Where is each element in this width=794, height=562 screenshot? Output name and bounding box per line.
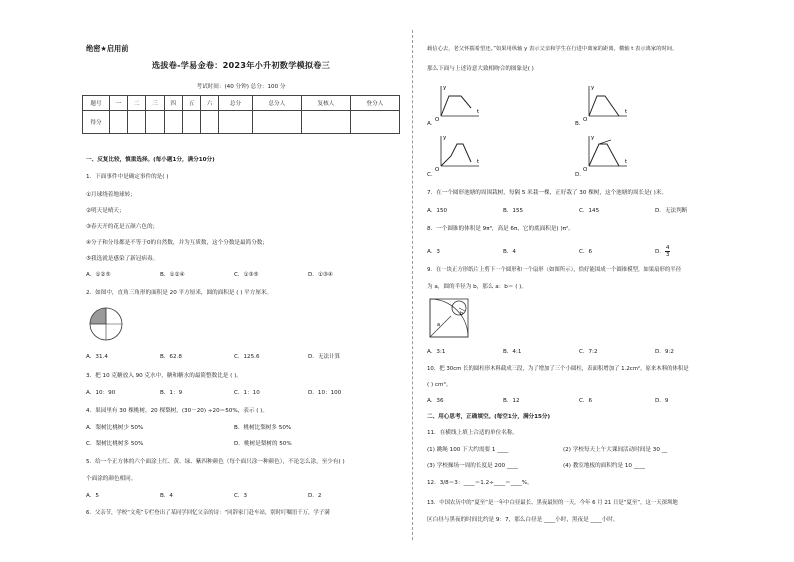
score-cell: 复核人 — [301, 96, 350, 111]
option-b[interactable]: B．62.8 — [160, 354, 182, 360]
question-1-item: ②明天是晴天； — [86, 208, 125, 214]
graph-a-label: A． — [427, 121, 437, 127]
axis-origin-label: O — [583, 167, 588, 172]
score-cell: 五 — [182, 96, 200, 111]
question-2-options — [86, 352, 382, 360]
score-input-cell[interactable] — [110, 111, 128, 134]
question-7: 7．在一个圆形池塘的周围栽树，每隔 5 米栽一棵，正好栽了 30 棵树，这个池塘的周长是( )米。 — [427, 190, 668, 196]
option-c[interactable]: C．3 — [234, 493, 248, 499]
question-11-item: (2) 学校每天上午大课间活动时间是 30 __ — [563, 447, 668, 453]
graph-option-d[interactable] — [575, 132, 635, 174]
square-sector-figure — [429, 298, 469, 338]
option-b[interactable]: B．①②④ — [160, 272, 185, 278]
axis-t-label: t — [625, 109, 628, 115]
question-1-options — [86, 270, 382, 278]
question-9-cont: 为 a，圆的半径为 b，那么 a：b＝ ( )。 — [427, 284, 527, 290]
option-d-label: D． — [655, 249, 665, 255]
fraction-four-thirds — [665, 245, 671, 258]
exam-subtitle: 考试时间：(40 分钟) 总分：100 分 — [196, 84, 286, 90]
option-c[interactable]: C．①③⑤ — [234, 272, 259, 278]
score-input-cell[interactable] — [201, 111, 219, 134]
question-12: 12．3/8＝3：____＝1.2÷____＝____%。 — [427, 480, 533, 486]
option-a[interactable]: A．①②⑤ — [86, 272, 111, 278]
option-b[interactable]: B．1：9 — [160, 390, 183, 396]
axis-t-label: t — [477, 159, 480, 165]
question-11-item: (3) 学校操场一周的长度是 200 ____ — [427, 463, 519, 469]
question-6: 6．父亲节，学校“文苑”专栏登出了某同学回忆父亲的诗：“同辞家门赴车站，别时叮嘱语千万，学子满 — [86, 510, 330, 516]
question-4-options-row1 — [86, 423, 308, 431]
option-a[interactable]: A．31.4 — [86, 354, 108, 360]
option-a[interactable]: A．150 — [427, 208, 448, 214]
option-a[interactable]: A．3:1 — [427, 349, 446, 355]
axis-t-label: t — [625, 159, 628, 165]
axis-y-label: y — [443, 85, 447, 91]
score-cell: 一 — [110, 96, 128, 111]
graph-a-svg — [427, 82, 487, 122]
question-10: 10．把 30cm 长的圆柱形木料截成三段，为了增加了三个小圆柱，表面积增加了 1.2cm²，原来木料的体积是 — [427, 366, 689, 372]
option-d[interactable]: D．①③④ — [308, 272, 333, 278]
axis-origin-label: O — [435, 117, 440, 122]
question-13: 13．中国农历中的“夏至”是一年中白昼最长、黑夜最短的一天。今年 6 月 21 日是“夏至”，这一天深圳地 — [427, 500, 678, 506]
score-input-cell[interactable] — [182, 111, 200, 134]
option-b[interactable]: B．4:1 — [503, 349, 522, 355]
option-b[interactable]: B．桃树比梨树多 50% — [234, 425, 292, 431]
graph-c-svg — [427, 132, 487, 172]
option-c[interactable]: C．6 — [579, 398, 593, 404]
score-cell: 二 — [128, 96, 146, 111]
question-8-options — [427, 245, 731, 258]
score-cell: 得分 — [83, 111, 110, 134]
score-input-cell[interactable] — [219, 111, 253, 134]
question-9-options — [427, 347, 731, 355]
option-d[interactable]: D．9:2 — [655, 349, 674, 355]
option-d[interactable]: D．10：100 — [308, 390, 342, 396]
question-8: 8．一个圆锥的体积是 9π³，高是 6π，它的底面积是( )π²。 — [427, 226, 574, 232]
section-1-heading: 一、反复比较，慎重选择。(每小题1分，满分10分) — [86, 157, 215, 163]
option-b[interactable]: B．4 — [503, 249, 516, 255]
question-9: 9．在一块正方形纸片上剪下一个圆形和一个扇形（如图所示），恰好能围成一个圆锥模型，如果扇形的半径 — [427, 267, 682, 273]
right-page — [425, 38, 743, 543]
score-cell: 题号 — [83, 96, 110, 111]
question-4-options-row2 — [86, 439, 308, 447]
option-d[interactable]: D．9 — [655, 398, 669, 404]
axis-y-label: y — [591, 135, 595, 141]
question-1-item: ③春天开的花是五颜六色的； — [86, 224, 159, 230]
score-input-cell[interactable] — [252, 111, 301, 134]
graph-b-label: B． — [575, 121, 585, 127]
axis-y-label: y — [591, 85, 595, 91]
question-3: 3．把 10 克糖放入 90 克水中，糖和糖水的最简整数比是 ( )。 — [86, 373, 242, 379]
question-11: 11．在横线上填上合适的单位名称。 — [427, 430, 519, 436]
axis-origin-label: O — [435, 167, 440, 172]
option-b[interactable]: B．12 — [503, 398, 520, 404]
question-4: 4．果园里有 30 棵桃树，20 棵梨树，(30－20) ÷20＝50%，表示 ( )。 — [86, 408, 268, 414]
option-a[interactable]: A．梨树比桃树少 50% — [86, 425, 144, 431]
score-input-cell[interactable] — [128, 111, 146, 134]
question-1: 1．下面事件中是确定事件的是( ) — [86, 174, 169, 180]
option-d[interactable]: D．桃树是梨树的 50% — [234, 441, 292, 447]
question-6-cont: 载信心去，老父怀揣希望还。”如果用纵轴 y 表示父亲和学生在行进中离家的距离，横轴 t 表示离家的时间， — [427, 46, 678, 52]
fraction-denominator: 3 — [665, 252, 670, 258]
option-c[interactable]: C．7:2 — [579, 349, 598, 355]
circle-quadrant-figure — [88, 306, 124, 342]
figure-label-a: a — [437, 322, 441, 328]
graph-d-svg — [575, 132, 635, 172]
question-10-cont: ( ) cm³。 — [427, 382, 452, 388]
question-7-options — [427, 206, 731, 214]
score-table-score-row — [83, 111, 400, 134]
graph-d-label: D． — [575, 172, 585, 178]
option-c[interactable]: C．125.6 — [234, 354, 260, 360]
option-b[interactable]: B．155 — [503, 208, 524, 214]
question-11-item: (1) 跳绳 100 下大约需要 1 ____ — [427, 447, 509, 453]
page-fold-line — [412, 30, 413, 540]
question-1-item: ①月球绕着地球转； — [86, 192, 136, 198]
option-d[interactable]: D．无法计算 — [308, 354, 341, 360]
question-10-options — [427, 396, 731, 404]
score-cell: 三 — [146, 96, 164, 111]
option-c[interactable]: C．1：10 — [234, 390, 260, 396]
graph-option-c[interactable] — [427, 132, 487, 174]
left-page — [82, 38, 400, 543]
option-b[interactable]: B．4 — [160, 493, 173, 499]
question-5-options — [86, 491, 382, 499]
score-cell: 总分 — [219, 96, 253, 111]
option-a[interactable]: A．5 — [86, 493, 99, 499]
option-d[interactable]: D．无法判断 — [655, 208, 688, 214]
figure-label-b: b — [460, 311, 464, 317]
question-5: 5．给一个正方体的六个面涂上红、黄、绿、紫四种颜色（每个面只涂一种颜色），不论怎么涂，至少有( ) — [86, 459, 345, 465]
graph-option-a[interactable] — [427, 82, 487, 124]
option-a[interactable]: A．36 — [427, 398, 444, 404]
graph-option-b[interactable] — [575, 82, 635, 124]
score-cell: 四 — [164, 96, 182, 111]
axis-origin-label: O — [583, 117, 588, 122]
axis-t-label: t — [477, 109, 480, 115]
question-13-cont: 区白昼与黑夜的时间比约是 9：7，那么白昼是 ____小时，黑夜是 ____小时。 — [427, 517, 619, 523]
score-cell: 登分人 — [350, 96, 399, 111]
option-d[interactable]: D．2 — [308, 493, 322, 499]
score-input-cell[interactable] — [350, 111, 399, 134]
section-2-heading: 二、用心思考，正确填空。(每空1分，满分15分) — [427, 414, 551, 420]
score-table-header-row — [83, 96, 400, 111]
option-d[interactable] — [655, 245, 731, 258]
exam-title: 选拔卷-学易金卷：2023年小升初数学模拟卷三 — [151, 60, 331, 70]
question-1-item: ⑤我选就是感染了新冠病毒。 — [86, 256, 159, 262]
score-input-cell[interactable] — [146, 111, 164, 134]
question-1-item: ④分子和分母都是不等于0的自然数，并为互质数，这个分数是最简分数； — [86, 240, 268, 246]
question-11-item: (4) 教室地板的面积约是 10 ____ — [563, 463, 645, 469]
question-3-options — [86, 388, 382, 396]
score-cell: 六 — [201, 96, 219, 111]
fraction-numerator: 4 — [665, 245, 670, 251]
question-5-cont: 个面涂的颜色相同。 — [86, 476, 137, 482]
score-cell: 总分人 — [252, 96, 301, 111]
score-input-cell[interactable] — [301, 111, 350, 134]
secret-label: 绝密★启用前 — [86, 44, 129, 53]
question-6-cont: 那么下面与上述诗意大致相吻合的图象是( ) — [427, 66, 534, 72]
score-input-cell[interactable] — [164, 111, 182, 134]
graph-c-label: C． — [427, 172, 437, 178]
question-2: 2．如图中，直角三角形的面积是 20 平方厘米，圆的面积是 ( ) 平方厘米。 — [86, 290, 273, 296]
option-c[interactable]: C．梨树比桃树多 50% — [86, 441, 144, 447]
option-c[interactable]: C．6 — [579, 249, 593, 255]
option-c[interactable]: C．145 — [579, 208, 600, 214]
graph-b-svg — [575, 82, 635, 122]
score-table — [82, 95, 400, 134]
axis-y-label: y — [443, 135, 447, 141]
option-a[interactable]: A．3 — [427, 249, 440, 255]
option-a[interactable]: A．10：90 — [86, 390, 116, 396]
